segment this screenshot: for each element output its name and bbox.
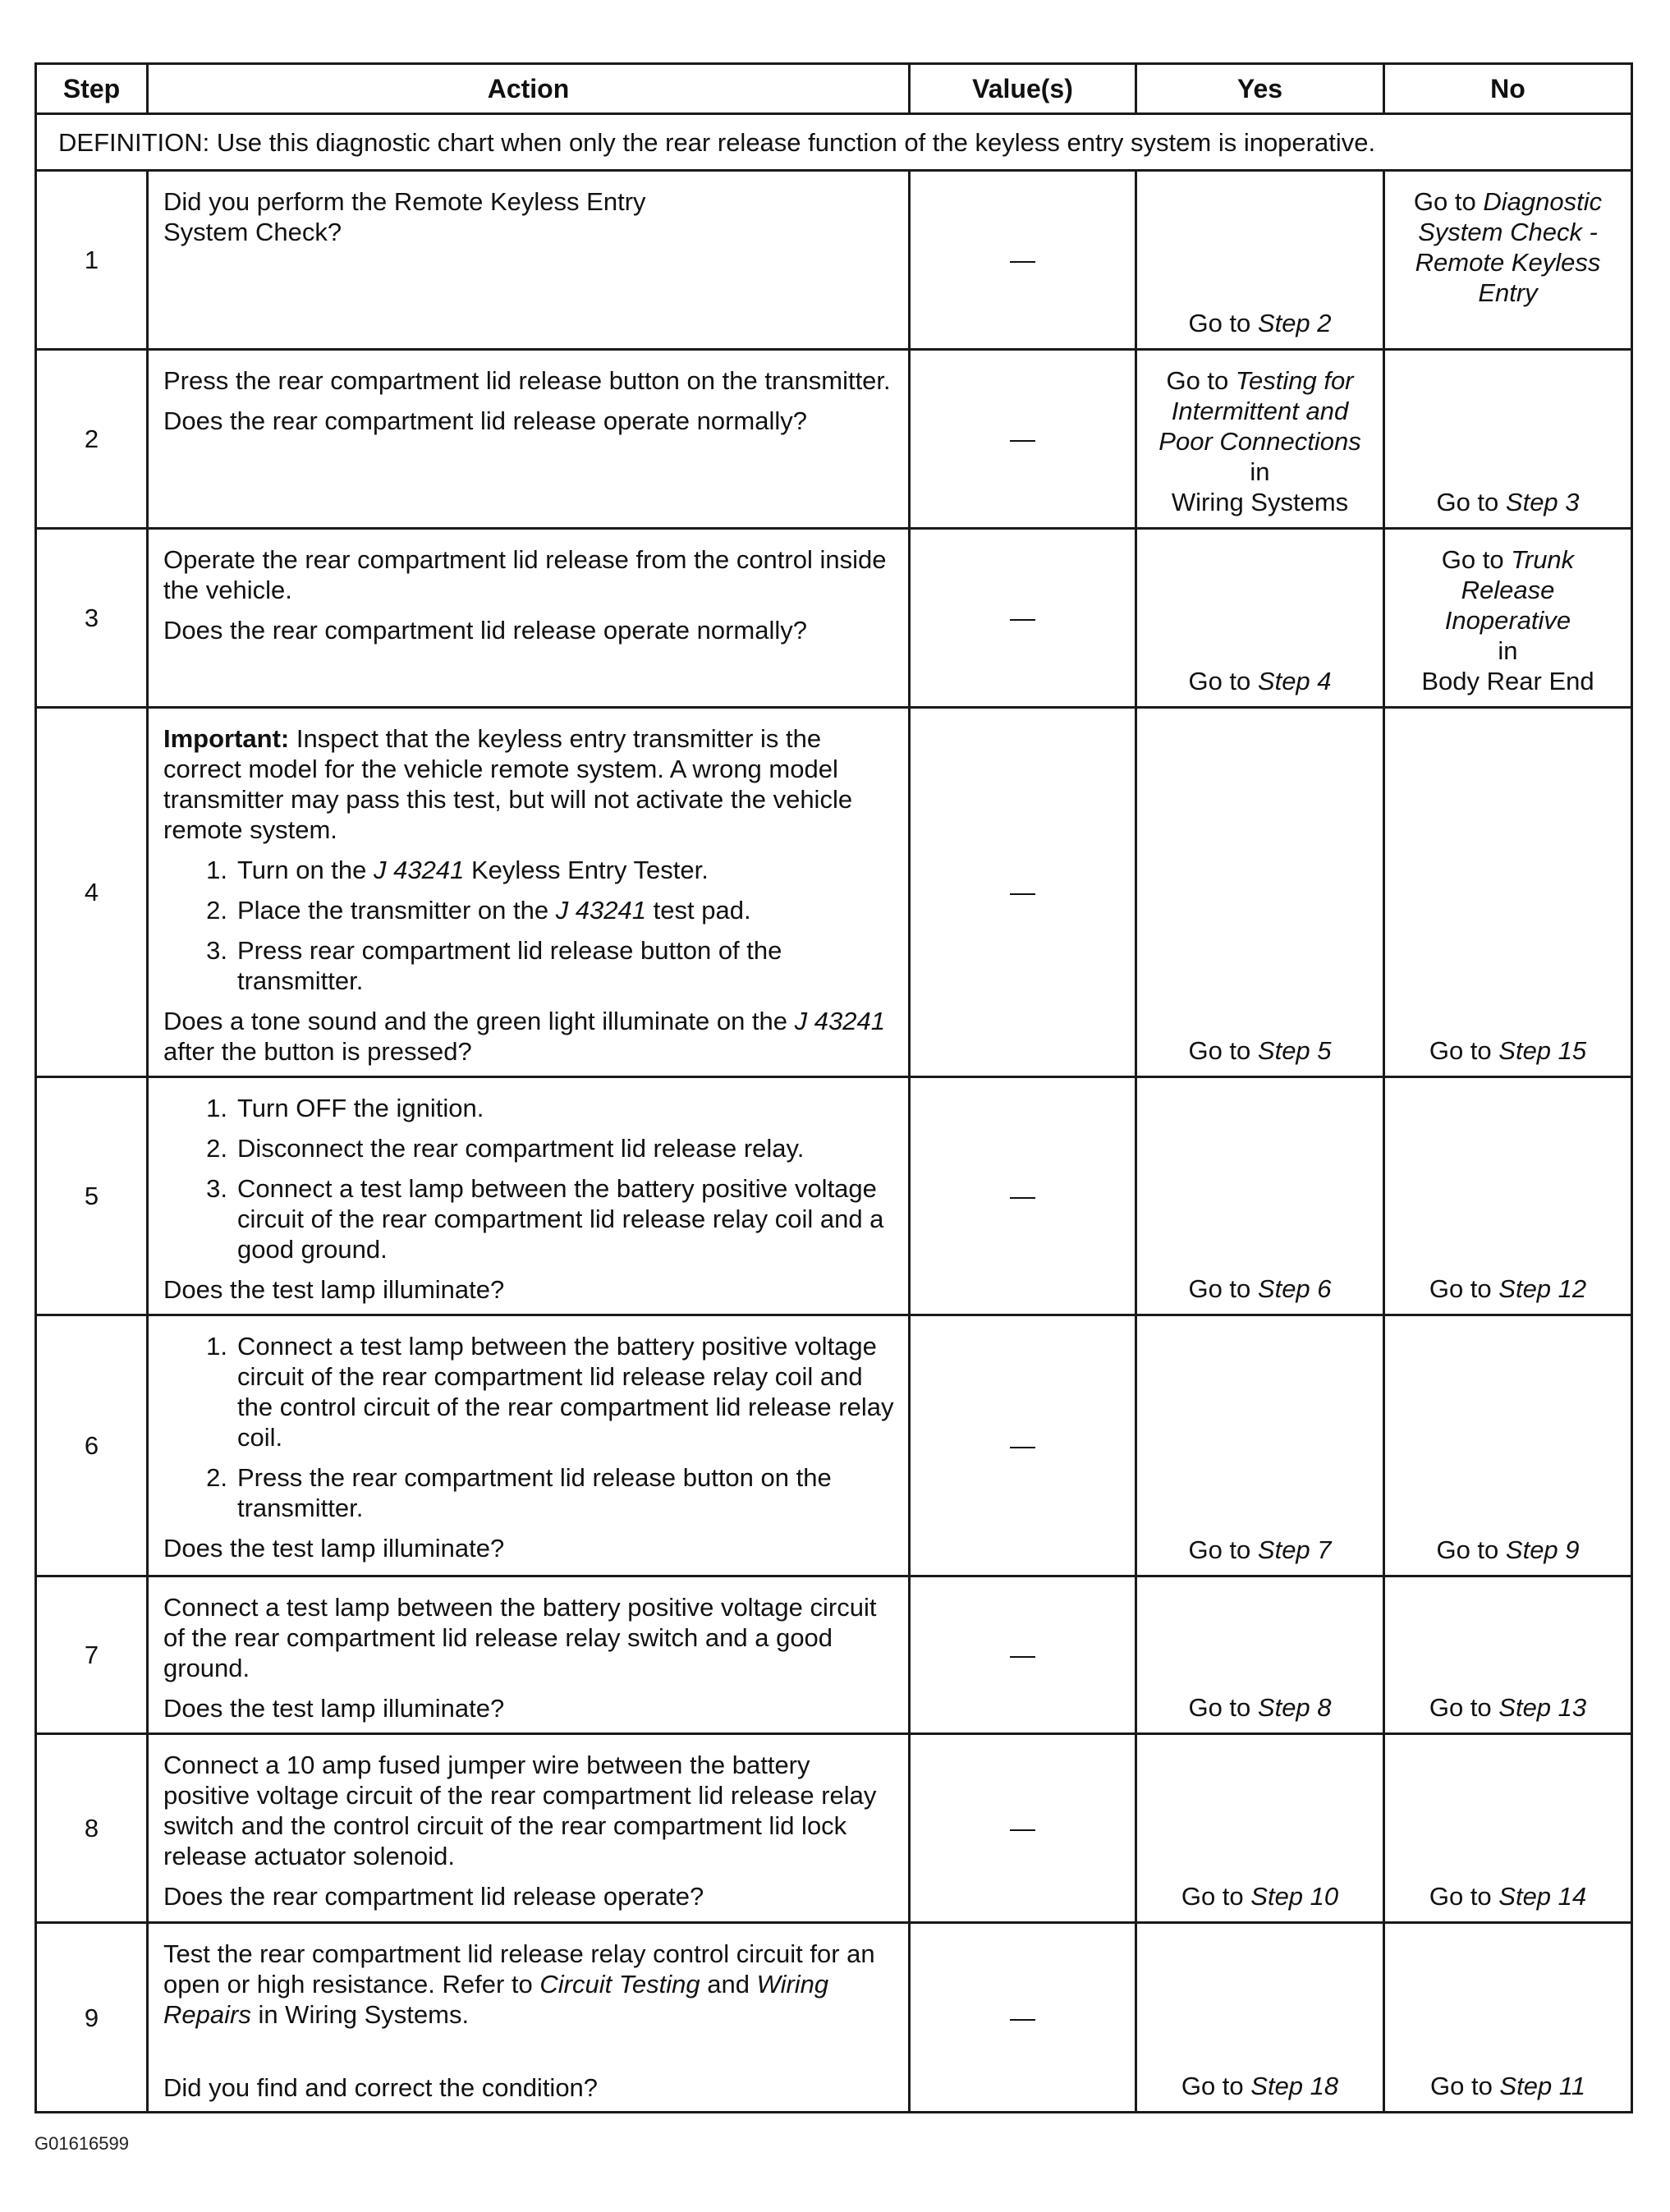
list-item: [163, 895, 897, 925]
value-cell: —: [910, 1923, 1136, 2113]
table-row: [36, 1576, 1632, 1734]
no-prefix: Go to: [1436, 488, 1506, 516]
yes-cell: [1136, 171, 1384, 350]
action-cell: [148, 1576, 910, 1734]
yes-cell: [1136, 350, 1384, 529]
action-question: Did you find and correct the condition?: [163, 2073, 599, 2102]
yes-link[interactable]: Step 2: [1257, 309, 1332, 337]
table-row: [36, 1923, 1632, 2113]
action-cell: [148, 171, 910, 350]
no-link[interactable]: Step 9: [1505, 1535, 1580, 1564]
action-text: [163, 1939, 897, 2030]
col-header-values: Value(s): [910, 64, 1136, 114]
step-number: 8: [36, 1734, 148, 1923]
yes-prefix: Go to: [1188, 1036, 1258, 1065]
value-cell: —: [910, 1077, 1136, 1315]
yes-link[interactable]: Step 10: [1250, 1882, 1339, 1911]
action-question: Does the rear compartment lid release operate normally?: [163, 406, 807, 435]
no-in: in: [1498, 636, 1518, 665]
step-number: 1: [36, 171, 148, 350]
definition-row: [36, 114, 1632, 171]
value-cell: —: [910, 1734, 1136, 1923]
value-cell: —: [910, 529, 1136, 708]
table-row: [36, 1077, 1632, 1315]
no-cell: [1384, 708, 1632, 1077]
list-item: [163, 855, 897, 885]
no-link[interactable]: Diagnostic: [1483, 187, 1603, 216]
col-header-action: Action: [148, 64, 910, 114]
no-prefix: Go to: [1429, 1693, 1499, 1722]
action-cell: [148, 350, 910, 529]
no-link[interactable]: Entry: [1478, 278, 1538, 307]
yes-link[interactable]: Step 8: [1257, 1693, 1332, 1722]
no-cell: [1384, 1576, 1632, 1734]
item-number: 2.: [206, 896, 227, 925]
value-cell: —: [910, 350, 1136, 529]
item-text: [237, 895, 897, 925]
yes-link[interactable]: Step 6: [1257, 1274, 1332, 1303]
reference-link[interactable]: Wiring Repairs: [163, 1970, 829, 2029]
no-link[interactable]: Step 12: [1498, 1274, 1587, 1303]
yes-cell: [1136, 708, 1384, 1077]
no-link[interactable]: Trunk: [1511, 545, 1575, 574]
yes-cell: [1136, 1576, 1384, 1734]
no-link[interactable]: Step 3: [1505, 488, 1580, 516]
item-number: 2.: [206, 1463, 227, 1492]
no-link[interactable]: Step 11: [1499, 2072, 1585, 2100]
yes-prefix: Go to: [1188, 309, 1258, 337]
list-item: [163, 1133, 897, 1163]
list-item: [163, 935, 897, 996]
no-prefix: Go to: [1413, 187, 1484, 216]
tool-ref: J 43241: [794, 1007, 885, 1035]
question-part: Does a tone sound and the green light illuminate on the: [163, 1007, 795, 1035]
action-question: Does the rear compartment lid release operate normally?: [163, 616, 807, 645]
no-section: Body Rear End: [1421, 667, 1594, 695]
action-text: Operate the rear compartment lid release from the control inside the vehicle.: [163, 545, 887, 604]
yes-prefix: Go to: [1181, 1882, 1251, 1911]
yes-cell: [1136, 1734, 1384, 1923]
no-cell: [1384, 171, 1632, 350]
col-header-no: No: [1384, 64, 1632, 114]
item-number: 1.: [206, 856, 227, 884]
action-text: Press the rear compartment lid release button on the transmitter.: [163, 366, 891, 395]
action-question: Does the test lamp illuminate?: [163, 1275, 505, 1304]
no-link[interactable]: Step 14: [1498, 1882, 1587, 1911]
list-item: [163, 1093, 897, 1123]
diagnostic-table: [34, 62, 1633, 2113]
action-question: Does the rear compartment lid release operate?: [163, 1882, 704, 1911]
action-line: Did you perform the Remote Keyless Entry: [163, 187, 646, 216]
no-link[interactable]: Step 13: [1498, 1693, 1587, 1722]
item-text-part: test pad.: [646, 896, 751, 925]
item-number: 3.: [206, 936, 227, 965]
header-row: [36, 64, 1632, 114]
item-text: [237, 855, 897, 885]
no-prefix: Go to: [1441, 545, 1512, 574]
step-number: 2: [36, 350, 148, 529]
col-header-yes: Yes: [1136, 64, 1384, 114]
no-cell: [1384, 350, 1632, 529]
item-number: 3.: [206, 1174, 227, 1203]
yes-cell: [1136, 529, 1384, 708]
no-cell: [1384, 1077, 1632, 1315]
table-row: [36, 171, 1632, 350]
no-cell: [1384, 1734, 1632, 1923]
yes-link[interactable]: Intermittent and: [1171, 397, 1349, 425]
item-text: Connect a test lamp between the battery positive voltage circuit of the rear compartment lid release relay coil and the control circuit of the rear compartment lid release relay coil.: [237, 1332, 894, 1452]
item-number: 2.: [206, 1134, 227, 1163]
no-prefix: Go to: [1429, 1036, 1499, 1065]
action-cell: [148, 1077, 910, 1315]
item-text: Press rear compartment lid release button of the transmitter.: [237, 936, 782, 995]
action-question: Does the test lamp illuminate?: [163, 1694, 505, 1723]
table-row: [36, 529, 1632, 708]
step-number: 3: [36, 529, 148, 708]
value-cell: —: [910, 171, 1136, 350]
no-cell: [1384, 1315, 1632, 1576]
step-number: 9: [36, 1923, 148, 2113]
tool-ref: J 43241: [374, 856, 465, 884]
step-number: 6: [36, 1315, 148, 1576]
no-cell: [1384, 529, 1632, 708]
yes-in: in: [1250, 457, 1270, 486]
procedure-list: [163, 1331, 897, 1523]
step-number: 5: [36, 1077, 148, 1315]
item-number: 1.: [206, 1332, 227, 1361]
action-text: Connect a 10 amp fused jumper wire between the battery positive voltage circuit of the rear compartment lid release relay switch and the control circuit of the rear compartment lid lock release actuator solenoid.: [163, 1751, 877, 1870]
value-cell: —: [910, 1315, 1136, 1576]
yes-link[interactable]: Step 7: [1257, 1535, 1332, 1564]
no-link[interactable]: System Check -: [1418, 218, 1598, 246]
action-cell: [148, 1923, 910, 2113]
item-text: Press the rear compartment lid release button on the transmitter.: [237, 1463, 832, 1522]
reference-link[interactable]: Circuit Testing: [539, 1970, 700, 1999]
value-cell: —: [910, 708, 1136, 1077]
yes-cell: [1136, 1923, 1384, 2113]
table-row: [36, 708, 1632, 1077]
no-prefix: Go to: [1429, 2072, 1500, 2100]
item-number: 1.: [206, 1094, 227, 1122]
procedure-list: [163, 1093, 897, 1264]
step-number: 4: [36, 708, 148, 1077]
item-text: Turn OFF the ignition.: [237, 1094, 484, 1122]
action-text-part: in Wiring Systems.: [250, 2000, 470, 2029]
yes-prefix: Go to: [1188, 667, 1258, 695]
no-link[interactable]: Step 15: [1498, 1036, 1587, 1065]
no-link[interactable]: Release: [1461, 576, 1555, 604]
important-label: Important:: [163, 724, 290, 753]
action-cell: [148, 1734, 910, 1923]
list-item: [163, 1331, 897, 1452]
important-note: [163, 723, 897, 845]
procedure-list: [163, 855, 897, 996]
action-line: System Check?: [163, 218, 342, 246]
yes-link[interactable]: Step 5: [1257, 1036, 1332, 1065]
yes-link[interactable]: Step 4: [1257, 667, 1332, 695]
action-text: Connect a test lamp between the battery positive voltage circuit of the rear compartment lid release relay switch and a good ground.: [163, 1593, 877, 1682]
tool-ref: J 43241: [555, 896, 647, 925]
yes-cell: [1136, 1077, 1384, 1315]
yes-link[interactable]: Poor Connections: [1158, 427, 1361, 456]
item-text: Connect a test lamp between the battery positive voltage circuit of the rear compartment lid release relay coil and a good ground.: [237, 1174, 884, 1264]
question-part: after the button is pressed?: [163, 1037, 472, 1066]
action-cell: [148, 708, 910, 1077]
value-cell: —: [910, 1576, 1136, 1734]
yes-prefix: Go to: [1188, 1535, 1258, 1564]
step-number: 7: [36, 1576, 148, 1734]
table-row: [36, 350, 1632, 529]
yes-prefix: Go to: [1188, 1274, 1258, 1303]
list-item: [163, 1462, 897, 1523]
no-prefix: Go to: [1429, 1274, 1499, 1303]
yes-cell: [1136, 1315, 1384, 1576]
action-text-part: Test the rear compartment lid release relay control circuit for an open or high resistance. Refer to: [163, 1939, 875, 1999]
table-row: [36, 1315, 1632, 1576]
no-link[interactable]: Remote Keyless: [1415, 248, 1601, 277]
no-prefix: Go to: [1429, 1882, 1499, 1911]
action-question: Does the test lamp illuminate?: [163, 1534, 505, 1563]
action-question: [163, 1006, 897, 1067]
item-text-part: Turn on the: [237, 856, 374, 884]
yes-prefix: Go to: [1166, 366, 1236, 395]
action-text-part: and: [700, 1970, 757, 1999]
col-header-step: Step: [36, 64, 148, 114]
no-link[interactable]: Inoperative: [1444, 606, 1571, 635]
list-item: [163, 1173, 897, 1264]
important-text: Inspect that the keyless entry transmitter is the correct model for the vehicle remote system. A wrong model transmitter may pass this test, but will not activate the vehicle remote system.: [163, 724, 853, 844]
yes-link[interactable]: Testing for: [1235, 366, 1354, 395]
yes-prefix: Go to: [1181, 2072, 1251, 2100]
yes-section: Wiring Systems: [1171, 488, 1349, 516]
item-text-part: Place the transmitter on the: [237, 896, 556, 925]
yes-prefix: Go to: [1188, 1693, 1258, 1722]
item-text-part: Keyless Entry Tester.: [464, 856, 709, 884]
action-cell: [148, 529, 910, 708]
item-text: Disconnect the rear compartment lid release relay.: [237, 1134, 805, 1163]
no-prefix: Go to: [1436, 1535, 1506, 1564]
definition-text: DEFINITION: Use this diagnostic chart when only the rear release function of the keyless entry system is inoperative.: [36, 114, 1632, 171]
action-cell: [148, 1315, 910, 1576]
figure-id: G01616599: [34, 2133, 129, 2154]
table-row: [36, 1734, 1632, 1923]
yes-link[interactable]: Step 18: [1250, 2072, 1339, 2100]
no-cell: [1384, 1923, 1632, 2113]
